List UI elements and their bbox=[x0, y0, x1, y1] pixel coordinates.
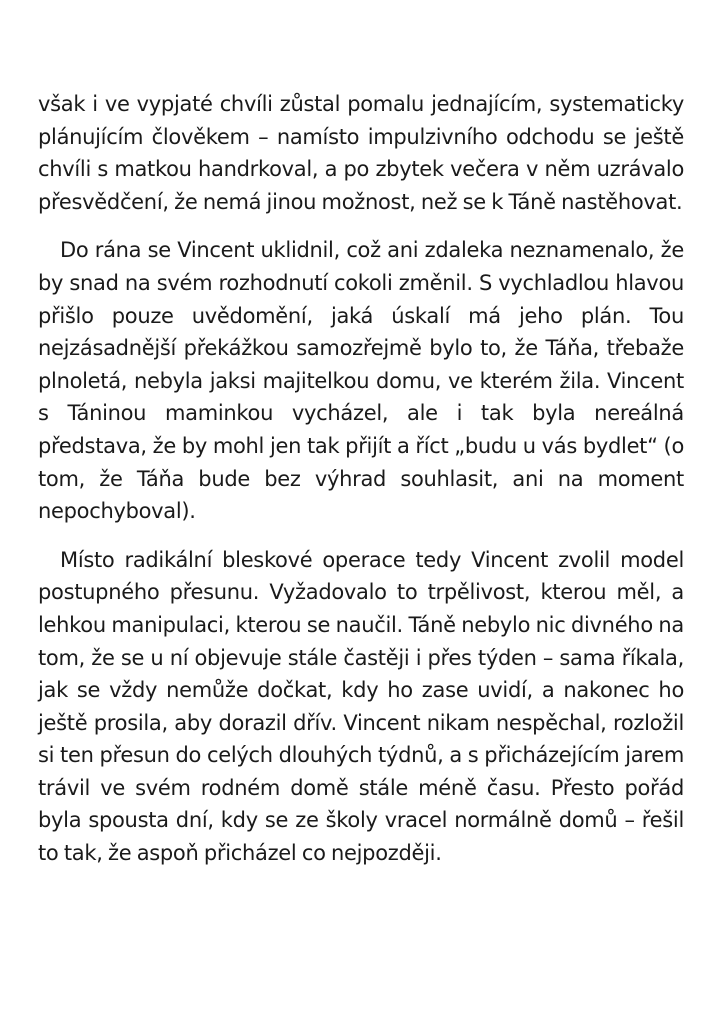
paragraph-2: Do rána se Vincent uklidnil, což ani zdaleka neznamenalo, že by snad na svém rozhodnutí cokoli změnil. S vychladlou hlavou přišlo pouze uvědomění, jaká úskalí má jeho plán. Tou nejzásadnější překážkou samozřejmě bylo to, že Táňa, třebaže plnoletá, nebyla jaksi majitelkou domu, ve kterém žila. Vincent s Táninou maminkou vycházel, ale i tak byla nereálná představa, že by mohl jen tak přijít a říct „budu u vás bydlet“ (o tom, že Táňa bude bez výhrad souhlasit, ani na moment nepochyboval). bbox=[38, 238, 684, 524]
paragraph-3: Místo radikální bleskové operace tedy Vincent zvolil model postupného přesunu. Vyžadovalo to trpělivost, kterou měl, a lehkou manipulaci, kterou se naučil. Táně nebylo nic divného na tom, že se u ní objevuje stále častěji i přes týden – sama říkala, jak se vždy nemůže dočkat, kdy ho zase uvidí, a nakonec ho ještě prosila, aby dorazil dřív. Vincent nikam nespěchal, rozložil si ten přesun do celých dlouhých týdnů, a s přicházejícím jarem trávil ve svém rodném domě stále méně času. Přesto pořád byla spousta dní, kdy se ze školy vracel normálně domů – řešil to tak, že aspoň přicházel co nejpozději. bbox=[38, 547, 684, 866]
book-page-text bbox=[38, 88, 684, 886]
paragraph-1: však i ve vypjaté chvíli zůstal pomalu jednajícím, systematicky plánujícím člověkem – namísto impulzivního odchodu se ještě chvíli s matkou handrkoval, a po zbytek večera v něm uzrávalo přesvědčení, že nemá jinou možnost, než se k Táně nastěhovat. bbox=[38, 92, 684, 214]
